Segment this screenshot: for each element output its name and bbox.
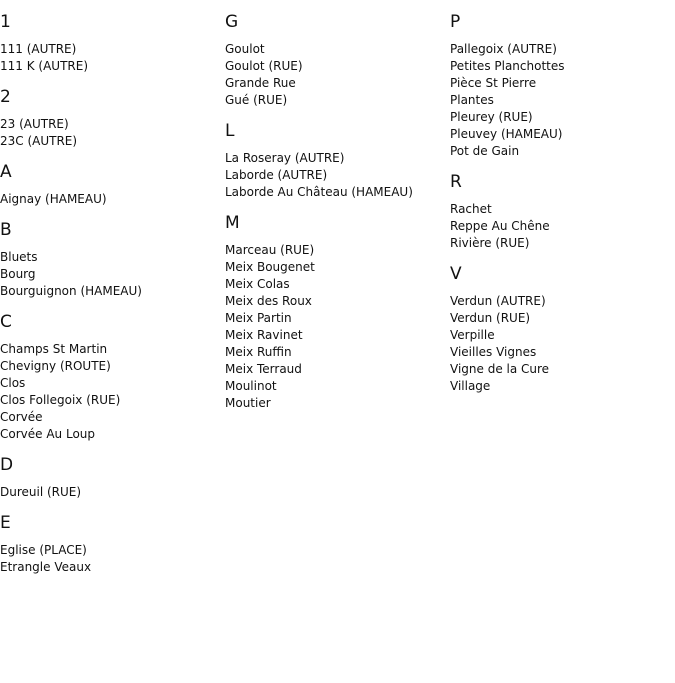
street-link[interactable]: Village: [450, 379, 491, 393]
street-link[interactable]: Moutier: [225, 396, 271, 410]
street-link[interactable]: Pleuvey (HAMEAU): [450, 127, 563, 141]
street-link[interactable]: Bourg: [0, 267, 36, 281]
street-link[interactable]: Goulot: [225, 42, 265, 56]
street-list: [450, 201, 670, 252]
index-column-1: [0, 0, 220, 586]
street-link[interactable]: Moulinot: [225, 379, 277, 393]
letter-group: [225, 11, 445, 109]
street-list: [225, 41, 445, 109]
group-letter-heading: C: [0, 312, 12, 332]
group-letter-heading: 1: [0, 12, 11, 32]
street-list: [0, 542, 220, 576]
letter-group: [0, 11, 220, 75]
street-list: [450, 41, 670, 160]
letter-group: [450, 263, 670, 395]
street-link[interactable]: Pièce St Pierre: [450, 76, 537, 90]
street-link[interactable]: Vigne de la Cure: [450, 362, 550, 376]
letter-group: [0, 86, 220, 150]
street-list: [0, 341, 220, 443]
street-link[interactable]: Marceau (RUE): [225, 243, 315, 257]
street-link[interactable]: La Roseray (AUTRE): [225, 151, 345, 165]
letter-group: [0, 454, 220, 501]
street-link[interactable]: Rivière (RUE): [450, 236, 530, 250]
street-link[interactable]: Laborde Au Château (HAMEAU): [225, 185, 413, 199]
street-link[interactable]: Vieilles Vignes: [450, 345, 537, 359]
street-link[interactable]: 23C (AUTRE): [0, 134, 78, 148]
street-link[interactable]: Corvée Au Loup: [0, 427, 96, 441]
street-list: [225, 150, 445, 201]
letter-group: [450, 171, 670, 252]
street-list: [0, 116, 220, 150]
street-link[interactable]: Laborde (AUTRE): [225, 168, 328, 182]
street-link[interactable]: Dureuil (RUE): [0, 485, 82, 499]
street-list: [0, 41, 220, 75]
group-letter-heading: M: [225, 213, 240, 233]
street-link[interactable]: Pleurey (RUE): [450, 110, 533, 124]
street-link[interactable]: 111 K (AUTRE): [0, 59, 89, 73]
group-letter-heading: G: [225, 12, 239, 32]
street-link[interactable]: Verdun (RUE): [450, 311, 531, 325]
letter-group: [225, 212, 445, 412]
group-letter-heading: A: [0, 162, 12, 182]
street-list: [225, 242, 445, 412]
street-list: [0, 191, 220, 208]
letter-group: [0, 311, 220, 443]
street-link[interactable]: Eglise (PLACE): [0, 543, 87, 557]
group-letter-heading: L: [225, 121, 235, 141]
street-link[interactable]: Grande Rue: [225, 76, 296, 90]
index-column-3: [450, 0, 670, 405]
street-link[interactable]: Corvée: [0, 410, 43, 424]
street-link[interactable]: Reppe Au Chêne: [450, 219, 550, 233]
street-list: [450, 293, 670, 395]
street-link[interactable]: Goulot (RUE): [225, 59, 303, 73]
street-link[interactable]: Petites Planchottes: [450, 59, 565, 73]
street-link[interactable]: Meix Bougenet: [225, 260, 315, 274]
group-letter-heading: R: [450, 172, 462, 192]
street-link[interactable]: Meix Ruffin: [225, 345, 292, 359]
street-link[interactable]: Plantes: [450, 93, 494, 107]
street-link[interactable]: Clos: [0, 376, 26, 390]
group-letter-heading: 2: [0, 87, 11, 107]
street-list: [0, 249, 220, 300]
street-link[interactable]: Meix des Roux: [225, 294, 312, 308]
street-link[interactable]: Meix Ravinet: [225, 328, 303, 342]
index-column-2: [225, 0, 445, 422]
letter-group: [225, 120, 445, 201]
street-link[interactable]: Pallegoix (AUTRE): [450, 42, 557, 56]
street-link[interactable]: Gué (RUE): [225, 93, 288, 107]
street-link[interactable]: Champs St Martin: [0, 342, 108, 356]
group-letter-heading: D: [0, 455, 14, 475]
street-link[interactable]: Meix Partin: [225, 311, 292, 325]
street-link[interactable]: Pot de Gain: [450, 144, 520, 158]
letter-group: [0, 219, 220, 300]
street-link[interactable]: Aignay (HAMEAU): [0, 192, 107, 206]
letter-group: [0, 512, 220, 576]
letter-group: [0, 161, 220, 208]
street-list: [0, 484, 220, 501]
street-link[interactable]: Verpille: [450, 328, 495, 342]
street-link[interactable]: 111 (AUTRE): [0, 42, 77, 56]
street-link[interactable]: Bluets: [0, 250, 38, 264]
street-link[interactable]: Etrangle Veaux: [0, 560, 92, 574]
group-letter-heading: E: [0, 513, 11, 533]
street-link[interactable]: 23 (AUTRE): [0, 117, 69, 131]
street-link[interactable]: Meix Colas: [225, 277, 290, 291]
street-link[interactable]: Rachet: [450, 202, 492, 216]
street-link[interactable]: Bourguignon (HAMEAU): [0, 284, 142, 298]
group-letter-heading: V: [450, 264, 462, 284]
street-link[interactable]: Clos Follegoix (RUE): [0, 393, 121, 407]
street-link[interactable]: Chevigny (ROUTE): [0, 359, 111, 373]
street-link[interactable]: Verdun (AUTRE): [450, 294, 546, 308]
group-letter-heading: B: [0, 220, 12, 240]
letter-group: [450, 11, 670, 160]
street-link[interactable]: Meix Terraud: [225, 362, 302, 376]
group-letter-heading: P: [450, 12, 461, 32]
